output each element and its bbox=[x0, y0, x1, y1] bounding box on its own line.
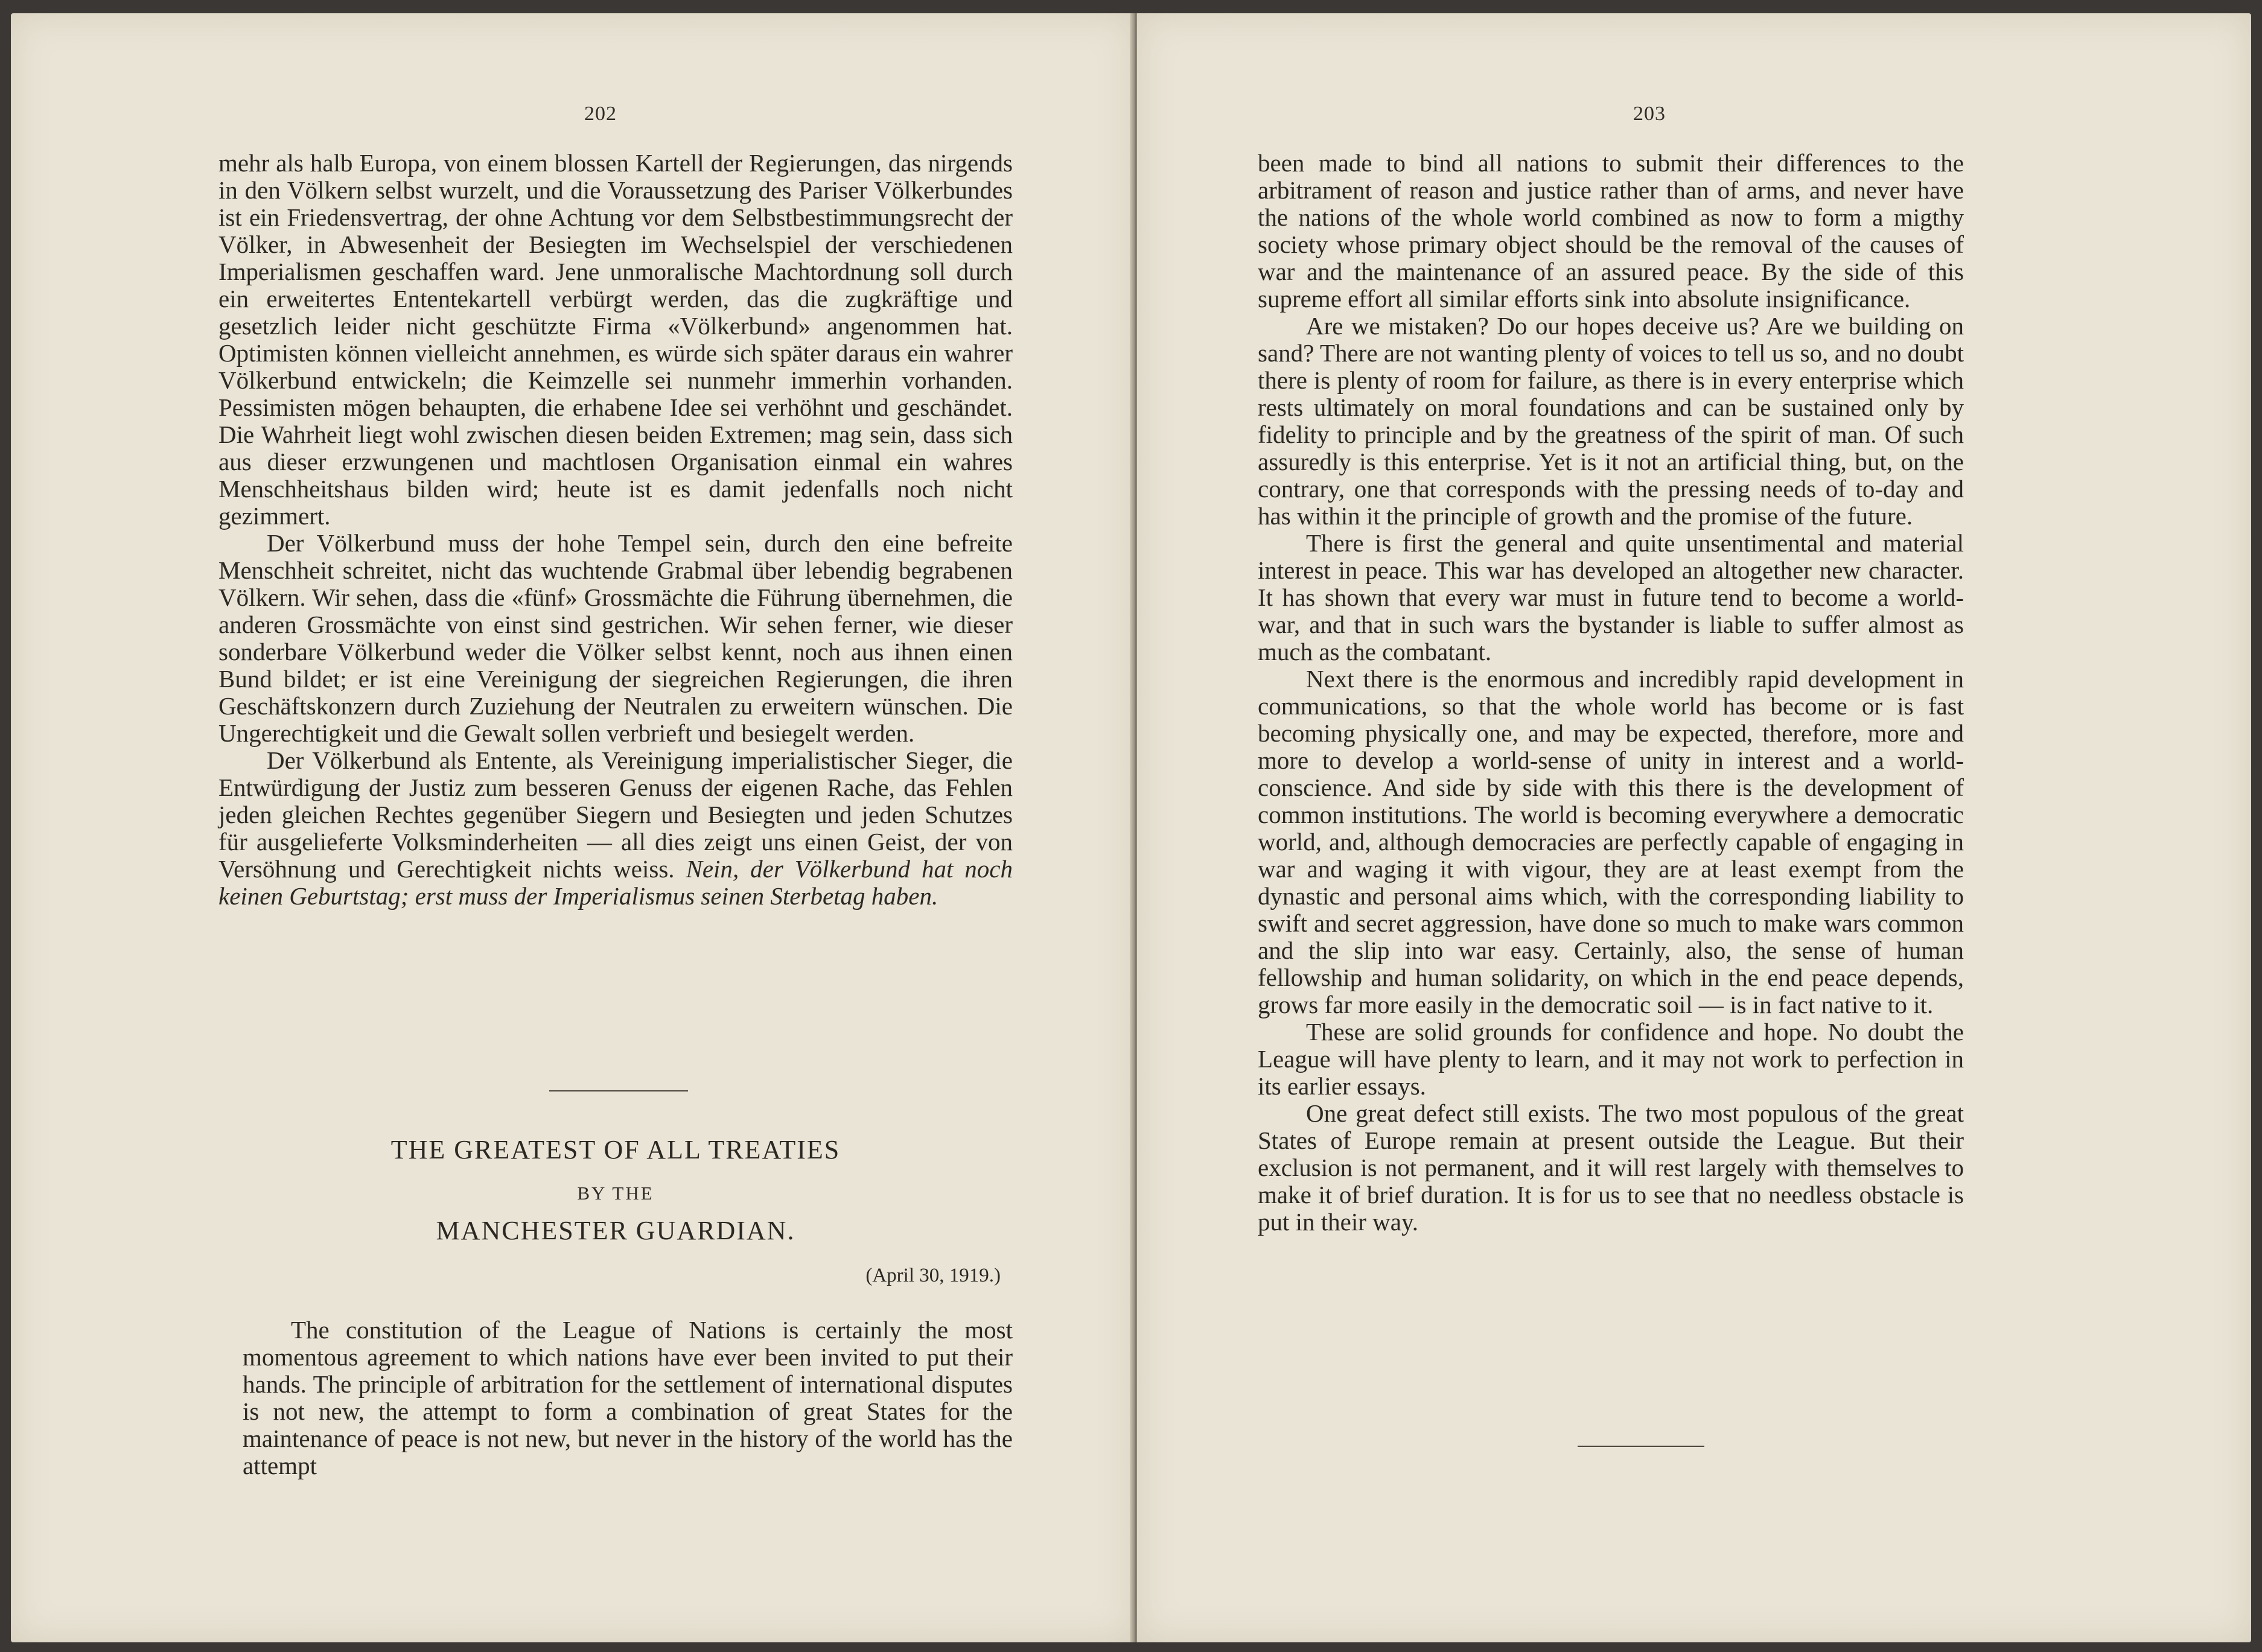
paragraph: Der Völkerbund muss der hohe Tempel sein, durch den eine befreite Menschheit schreitet, nicht das wuchtende Grabmal über lebendig begrabenen Völkern. Wir sehen, dass die «fünf» Grossmächte die Führung übernehmen, die anderen Grossmächte von einst sind gestrichen. Wir sehen ferner, wie dieser sonderbare Völkerbund weder die Völker selbst kennt, noch aus ihnen einen Bund bildet; er ist eine Vereinigung der siegreichen Regierungen, die ihren Geschäftskonzern durch Zuziehung der Neutralen zu erweitern wünschen. Die Ungerechtigkeit und die Gewalt sollen verbrieft und besiegelt werden. bbox=[218, 529, 1013, 747]
article-source: MANCHESTER GUARDIAN. bbox=[436, 1216, 795, 1245]
paragraph: The constitution of the League of Nations is certainly the most momentous agreement to which nations have ever been invited to put their hands. The principle of arbitration for the settlement of international disputes is not new, the attempt to form a combination of great States for the maintenance of peace is not new, but never in the history of the world has the attempt bbox=[243, 1316, 1013, 1479]
page-number: 202 bbox=[584, 103, 617, 125]
paragraph: been made to bind all nations to submit their differences to the arbitrament of reason and justice rather than of arms, and never have the nations of the whole world combined as now to form a migthy society whose primary object should be the removal of the causes of war and the maintenance of an assured peace. By the side of this supreme effort all similar efforts sink into absolute insignificance. bbox=[1258, 149, 1964, 313]
article-title: THE GREATEST OF ALL TREATIES bbox=[390, 1135, 841, 1164]
right-text-column bbox=[1258, 150, 1964, 1236]
italic-conclusion: Nein, der Völkerbund hat noch keinen Geburtstag; erst muss der Imperialismus seinen Sterbetag haben. bbox=[218, 855, 1013, 910]
paragraph bbox=[218, 747, 1013, 910]
paragraph: mehr als halb Europa, von einem blossen Kartell der Regierungen, das nirgends in den Völkern selbst wurzelt, und die Voraussetzung des Pariser Völkerbundes ist ein Friedensvertrag, der ohne Achtung vor dem Selbstbestimmungsrecht der Völker, in Abwesenheit der Besiegten im Wechselspiel der verschiedenen Imperialismen geschaffen ward. Jene unmoralische Machtordnung soll durch ein erweitertes Ententekartell verbürgt werden, das die zugkräftige und gesetzlich leider nicht geschützte Firma «Völkerbund» angenommen hat. Optimisten können vielleicht annehmen, es würde sich später daraus ein wahrer Völkerbund entwickeln; die Keimzelle sei nunmehr immerhin vorhanden. Pessimisten mögen behaupten, die erhabene Idee sei verhöhnt und geschändet. Die Wahrheit liegt wohl zwischen diesen beiden Extremen; mag sein, dass sich aus dieser erzwungenen und machtlosen Organisation einmal ein wahres Menschheitshaus bilden wird; heute ist es damit jedenfalls noch nicht gezimmert. bbox=[218, 149, 1013, 530]
right-page bbox=[1137, 13, 2251, 1642]
end-divider bbox=[1578, 1446, 1704, 1447]
paragraph: These are solid grounds for confidence and hope. No doubt the League will have plenty to learn, and it may not work to perfection in its earlier essays. bbox=[1258, 1018, 1964, 1100]
left-page bbox=[11, 13, 1135, 1642]
article-opening-column bbox=[243, 1317, 1013, 1479]
article-byline: BY THE bbox=[577, 1183, 654, 1204]
section-divider bbox=[549, 1090, 688, 1091]
paragraph-text: Der Völkerbund als Entente, als Vereinigung imperialistischer Sieger, die Entwürdigung der Justiz zum besseren Genuss der eigenen Rache, das Fehlen jeden gleichen Rechtes gegenüber Siegern und Besiegten und jeden Schutzes für ausgelieferte Volksminderheiten — all dies zeigt uns einen Geist, der von Versöhnung und Gerechtigkeit nichts weiss. bbox=[218, 746, 1013, 883]
paragraph: There is first the general and quite unsentimental and material interest in peace. This war has developed an altogether new character. It has shown that every war must in future tend to become a world-war, and that in such wars the bystander is liable to suffer almost as much as the combatant. bbox=[1258, 529, 1964, 666]
article-date: (April 30, 1919.) bbox=[865, 1265, 1001, 1286]
paragraph: Are we mistaken? Do our hopes deceive us? Are we building on sand? There are not wanting plenty of voices to tell us so, and no doubt there is plenty of room for failure, as there is in every enterprise which rests ultimately on moral foundations and can be sustained only by fidelity to principle and by the greatness of the spirit of man. Of such assuredly is this enterprise. Yet is it not an artificial thing, but, on the contrary, one that corresponds with the pressing needs of to-day and has within it the principle of growth and the promise of the future. bbox=[1258, 312, 1964, 530]
paragraph: One great defect still exists. The two most populous of the great States of Europe remain at present outside the League. But their exclusion is not permanent, and it will rest largely with themselves to make it of brief duration. It is for us to see that no needless obstacle is put in their way. bbox=[1258, 1099, 1964, 1236]
page-number: 203 bbox=[1633, 103, 1666, 125]
left-text-column bbox=[218, 150, 1013, 910]
paragraph: Next there is the enormous and incredibly rapid development in communications, so that the whole world has become or is fast becoming physically one, and may be expected, therefore, more and more to develop a world-sense of unity in interest and a world-conscience. And side by side with this there is the development of common institutions. The world is becoming everywhere a democratic world, and, although democracies are perfectly capable of engaging in war and waging it with vigour, they are at least exempt from the dynastic and personal aims which, with the corresponding liability to swift and secret aggression, have done so much to make wars common and the slip into war easy. Certainly, also, the sense of human fellowship and human solidarity, on which in the end peace depends, grows far more easily in the democratic soil — is in fact native to it. bbox=[1258, 665, 1964, 1018]
